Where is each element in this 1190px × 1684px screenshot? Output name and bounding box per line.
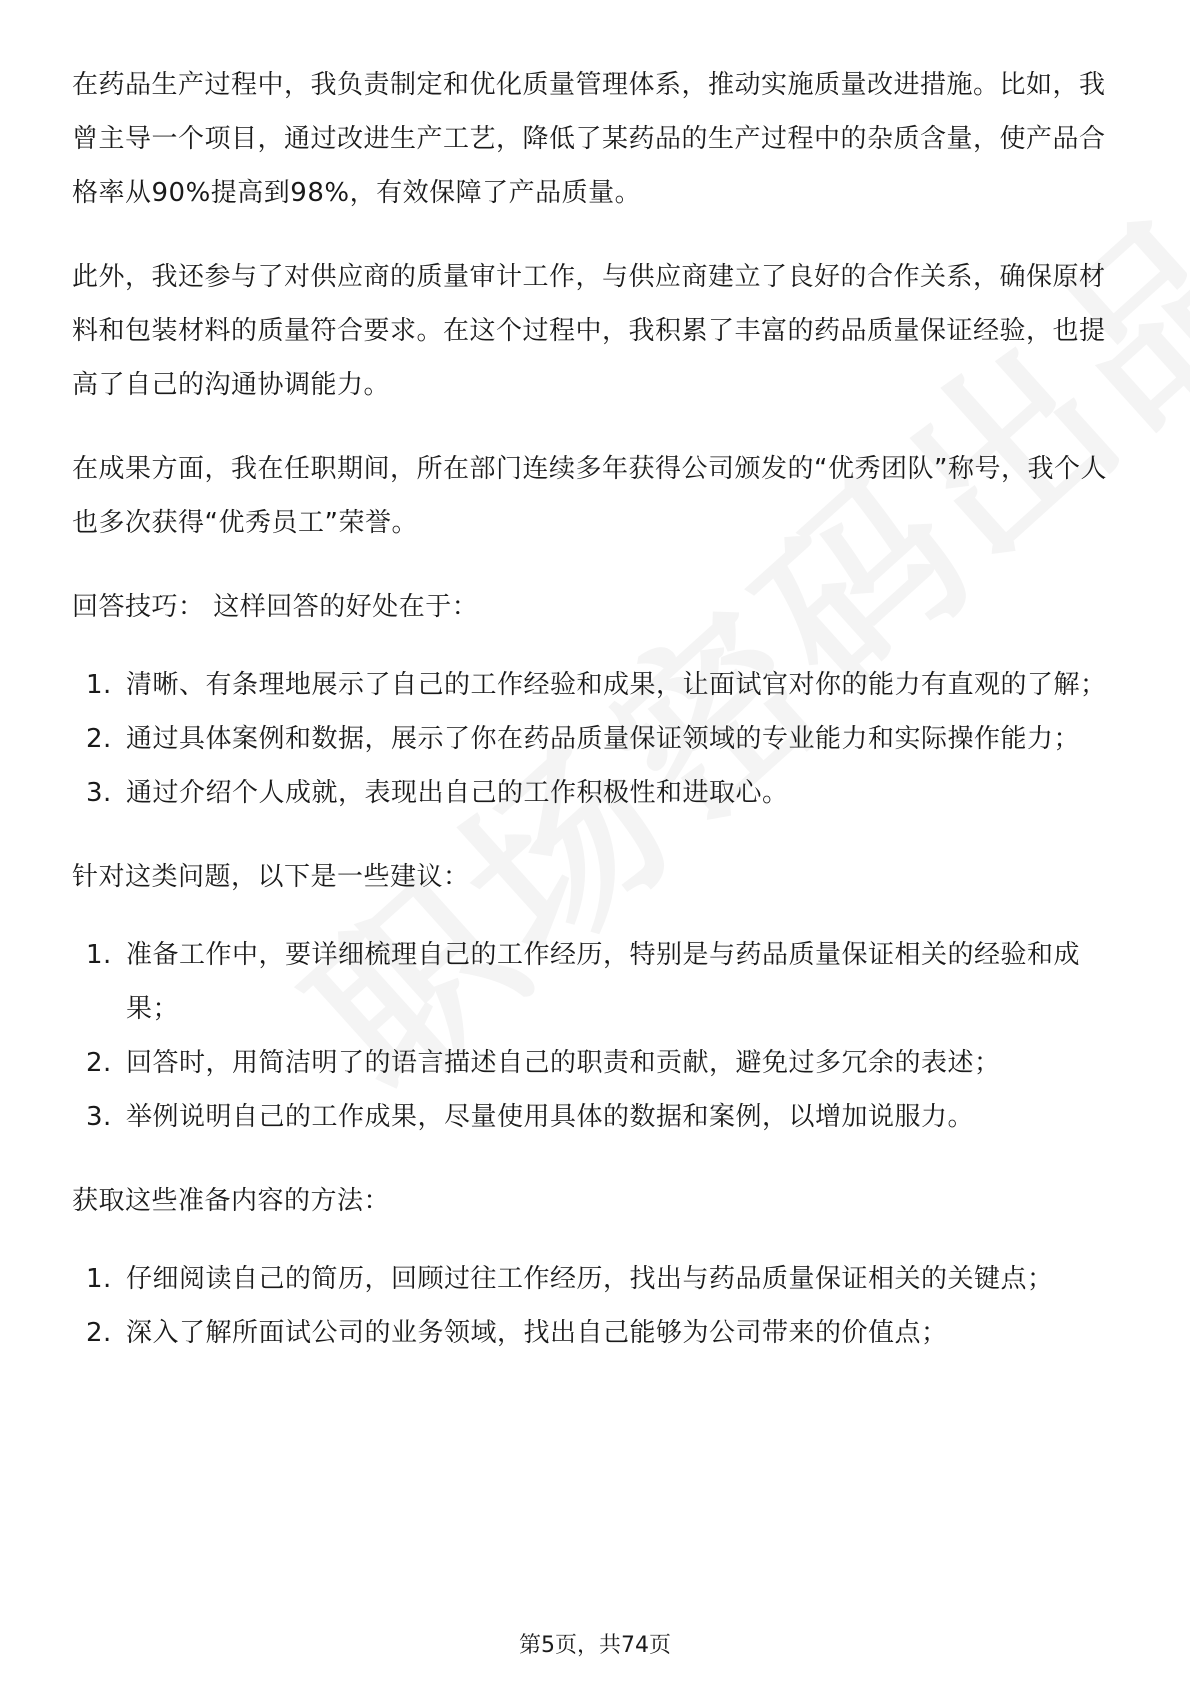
list-item: 3. 举例说明自己的工作成果，尽量使用具体的数据和案例，以增加说服力。 [86, 1102, 975, 1132]
list-item: 2. 回答时，用简洁明了的语言描述自己的职责和贡献，避免过多冗余的表述； [86, 1048, 1001, 1078]
list-item: 1. 仔细阅读自己的简历，回顾过往工作经历，找出与药品质量保证相关的关键点； [86, 1264, 1054, 1294]
list-item: 3. 通过介绍个人成就，表现出自己的工作积极性和进取心。 [86, 778, 789, 808]
paragraph-answer-tips: 回答技巧： 这样回答的好处在于： [72, 592, 479, 622]
benefits-list [72, 658, 1118, 820]
paragraph-achievements: 在成果方面，我在任职期间，所在部门连续多年获得公司颁发的“优秀团队”称号，我个人也多次获得“优秀员工”荣誉。 [72, 454, 1107, 538]
paragraph-work-experience: 在药品生产过程中，我负责制定和优化质量管理体系，推动实施质量改进措施。比如，我曾主导一个项目，通过改进生产工艺，降低了某药品的生产过程中的杂质含量，使产品合格率从90%提高到98%，有效保障了产品质量。 [72, 70, 1106, 208]
list-item: 2. 通过具体案例和数据，展示了你在药品质量保证领域的专业能力和实际操作能力； [86, 724, 1081, 754]
suggestions-list [72, 928, 1118, 1144]
list-item: 1. 准备工作中，要详细梳理自己的工作经历，特别是与药品质量保证相关的经验和成果； [86, 940, 1081, 1024]
page-number-footer: 第5页，共74页 [519, 1633, 671, 1658]
methods-list [72, 1252, 1118, 1360]
list-item: 1. 清晰、有条理地展示了自己的工作经验和成果，让面试官对你的能力有直观的了解； [86, 670, 1107, 700]
paragraph-suggestions-heading: 针对这类问题，以下是一些建议： [72, 862, 470, 892]
page-content [72, 58, 1118, 1390]
paragraph-supplier-audit: 此外，我还参与了对供应商的质量审计工作，与供应商建立了良好的合作关系，确保原材料和包装材料的质量符合要求。在这个过程中，我积累了丰富的药品质量保证经验，也提高了自己的沟通协调能力。 [72, 262, 1106, 400]
paragraph-methods-heading: 获取这些准备内容的方法： [72, 1186, 391, 1216]
list-item: 2. 深入了解所面试公司的业务领域，找出自己能够为公司带来的价值点； [86, 1318, 948, 1348]
